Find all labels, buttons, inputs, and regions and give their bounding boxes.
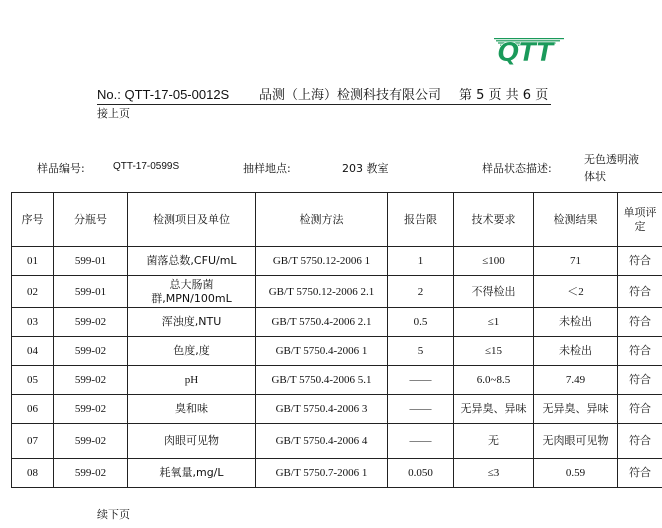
cell-col-limit: 2 (388, 276, 454, 308)
cell-col-item: 肉眼可见物 (128, 424, 256, 459)
cell-col-evaluation: 符合 (618, 459, 662, 488)
cell-col-limit: —— (388, 366, 454, 395)
cell-col-limit: 0.050 (388, 459, 454, 488)
cell-col-evaluation: 符合 (618, 337, 662, 366)
report-header (97, 84, 551, 105)
company-logo (484, 36, 566, 66)
svg-text:QTT: QTT (497, 38, 553, 66)
cell-col-seq: 02 (12, 276, 54, 308)
cell-col-requirement: 6.0~8.5 (454, 366, 534, 395)
cell-col-result: 未检出 (534, 337, 618, 366)
cell-col-bottle: 599-02 (54, 424, 128, 459)
cell-col-result: ＜2 (534, 276, 618, 308)
table-row (12, 459, 662, 488)
cell-col-item: pH (128, 366, 256, 395)
cell-col-item: 耗氧量,mg/L (128, 459, 256, 488)
cell-col-requirement: 不得检出 (454, 276, 534, 308)
table-row (12, 395, 662, 424)
cell-col-bottle: 599-02 (54, 308, 128, 337)
cell-col-evaluation: 符合 (618, 308, 662, 337)
cell-col-bottle: 599-02 (54, 395, 128, 424)
table-row (12, 366, 662, 395)
cell-col-requirement: ≤1 (454, 308, 534, 337)
cell-col-result: 0.59 (534, 459, 618, 488)
cell-col-result: 无肉眼可见物 (534, 424, 618, 459)
cell-col-limit: 1 (388, 247, 454, 276)
document-number: No.: QTT-17-05-0012S (97, 87, 230, 102)
table-row (12, 247, 662, 276)
header-col-bottle: 分瓶号 (54, 193, 128, 247)
sample-no-value: QTT-17-0599S (113, 161, 180, 172)
sample-no-label: 样品编号: (37, 162, 85, 175)
cell-col-evaluation: 符合 (618, 276, 662, 308)
cell-col-method: GB/T 5750.12-2006 1 (256, 247, 388, 276)
header-col-item: 检测项目及单位 (128, 193, 256, 247)
cell-col-bottle: 599-02 (54, 337, 128, 366)
cell-col-method: GB/T 5750.12-2006 2.1 (256, 276, 388, 308)
cell-col-seq: 04 (12, 337, 54, 366)
table-header-row (12, 193, 662, 247)
cell-col-item: 臭和味 (128, 395, 256, 424)
header-col-seq: 序号 (12, 193, 54, 247)
cell-col-method: GB/T 5750.4-2006 3 (256, 395, 388, 424)
cell-col-seq: 07 (12, 424, 54, 459)
header-col-result: 检测结果 (534, 193, 618, 247)
header-col-limit: 报告限 (388, 193, 454, 247)
cell-col-method: GB/T 5750.7-2006 1 (256, 459, 388, 488)
company-name: 品测（上海）检测科技有限公司 (259, 88, 442, 103)
cell-col-item: 色度,度 (128, 337, 256, 366)
cell-col-bottle: 599-01 (54, 247, 128, 276)
table-row (12, 337, 662, 366)
cell-col-requirement: 无 (454, 424, 534, 459)
header-col-evaluation: 单项评定 (618, 193, 662, 247)
table-row (12, 424, 662, 459)
cell-col-method: GB/T 5750.4-2006 1 (256, 337, 388, 366)
cell-col-item: 菌落总数,CFU/mL (128, 247, 256, 276)
cell-col-requirement: 无异臭、异味 (454, 395, 534, 424)
cell-col-result: 7.49 (534, 366, 618, 395)
cell-col-bottle: 599-01 (54, 276, 128, 308)
cell-col-requirement: ≤3 (454, 459, 534, 488)
cell-col-result: 71 (534, 247, 618, 276)
cell-col-evaluation: 符合 (618, 247, 662, 276)
header-col-method: 检测方法 (256, 193, 388, 247)
sample-status-value: 无色透明液体状 (584, 153, 639, 183)
cell-col-result: 无异臭、异味 (534, 395, 618, 424)
continued-to-note: 续下页 (97, 508, 130, 521)
cell-col-seq: 06 (12, 395, 54, 424)
cell-col-method: GB/T 5750.4-2006 4 (256, 424, 388, 459)
cell-col-method: GB/T 5750.4-2006 5.1 (256, 366, 388, 395)
cell-col-seq: 05 (12, 366, 54, 395)
cell-col-seq: 08 (12, 459, 54, 488)
location-value: 203 教室 (342, 162, 389, 175)
page-indicator: 第 5 页 共 6 页 (459, 88, 549, 103)
cell-col-bottle: 599-02 (54, 459, 128, 488)
cell-col-evaluation: 符合 (618, 395, 662, 424)
continued-from-note: 接上页 (97, 107, 130, 120)
cell-col-bottle: 599-02 (54, 366, 128, 395)
table-row (12, 276, 662, 308)
cell-col-requirement: ≤15 (454, 337, 534, 366)
results-table (11, 192, 662, 488)
header-col-requirement: 技术要求 (454, 193, 534, 247)
cell-col-limit: —— (388, 424, 454, 459)
cell-col-limit: 0.5 (388, 308, 454, 337)
cell-col-method: GB/T 5750.4-2006 2.1 (256, 308, 388, 337)
cell-col-evaluation: 符合 (618, 366, 662, 395)
cell-col-item: 浑浊度,NTU (128, 308, 256, 337)
sample-status-label: 样品状态描述: (482, 162, 552, 175)
location-label: 抽样地点: (243, 162, 291, 175)
cell-col-seq: 01 (12, 247, 54, 276)
cell-col-limit: —— (388, 395, 454, 424)
cell-col-item: 总大肠菌群,MPN/100mL (128, 276, 256, 308)
cell-col-seq: 03 (12, 308, 54, 337)
table-row (12, 308, 662, 337)
cell-col-evaluation: 符合 (618, 424, 662, 459)
cell-col-limit: 5 (388, 337, 454, 366)
cell-col-requirement: ≤100 (454, 247, 534, 276)
cell-col-result: 未检出 (534, 308, 618, 337)
